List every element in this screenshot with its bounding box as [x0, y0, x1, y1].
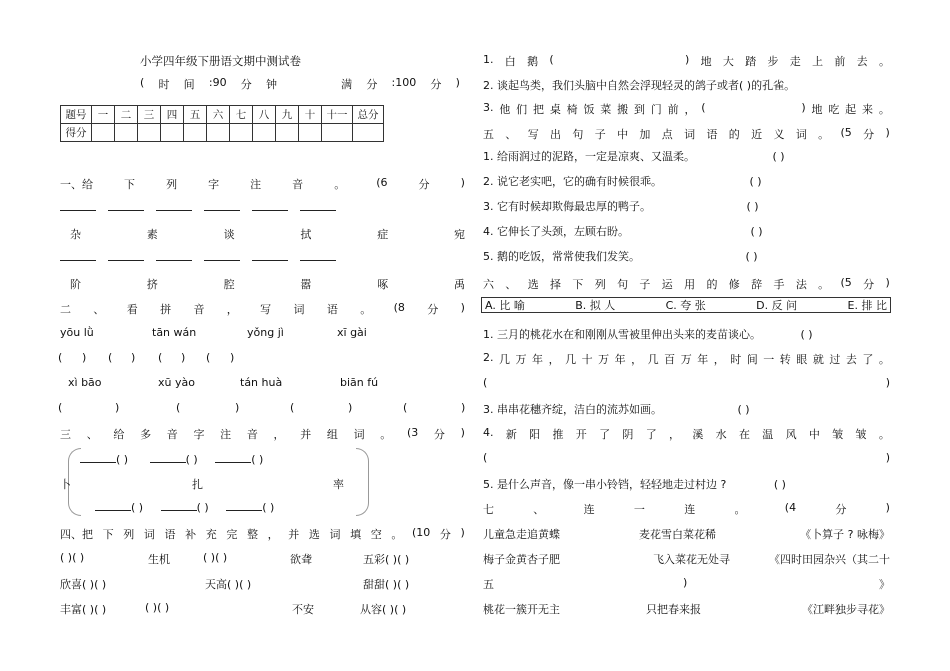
- polyphone-blank[interactable]: [80, 452, 116, 463]
- pinyin-blank[interactable]: [300, 200, 336, 211]
- pinyin-blank[interactable]: [60, 250, 96, 261]
- score-table-header-row: 题号 一 二 三 四 五 六 七 八 九 十 十一 总分: [61, 106, 384, 124]
- pinyin-blanks-row2: [60, 250, 336, 264]
- s3-char-3: 率: [333, 478, 344, 491]
- s6-q4-paren[interactable]: ( ): [483, 451, 890, 464]
- score-table: [60, 105, 384, 142]
- section-1-title: 一、给 下 列 字 注 音 。 (6 分 ): [60, 176, 465, 191]
- s5-item: 5. 鹅的吃饭，常常使我们发笑。 ( ): [483, 250, 758, 263]
- match-item[interactable]: 《卜算子 ? 咏梅》: [800, 528, 890, 541]
- s1-chars-row1: 杂 素 谈 拭 症 宛: [70, 228, 465, 241]
- s1-chars-row2: 阶 挤 腔 嚣 啄 禹: [70, 278, 465, 291]
- score-cell[interactable]: [92, 124, 115, 142]
- score-cell[interactable]: [115, 124, 138, 142]
- exam-page: 小学四年级下册语文期中测试卷 ( 时 间 :90 分 钟 满 分 :100 分 ) 题号 一 二 三 四 五 六 七 八 九 十 十一 总分 得分 一、给 下 列 字 注 音 。 (6 分 ) 杂 素 谈 拭 症 宛 阶 挤 腔 嚣 啄 禹 二 、 看 拼 音 ， 写 词 语 。 (8 分 ) yōu lǜ tān wán yǒng jì xī gài ( ) ( ) ( ) ( ) xì bāo xū yào tán huà biān fú ( ) ( ) ( ) ( ) 三 、 给 多 音 字 注 音 ， 并 组 词 。 (3 分 ) 卜 扎 率 ( ) ( ) ( ) ( ) ( ) ( ) 四、把 下 列 词 语 补 充 完 整 ， 并 选 词 填 空 。 (10 分 ) ( )( ) 生机 ( )( ) 欲聋 五彩( )( ) 欣喜( )( ) 天高( )( ) 甜甜( )( ) 丰富( )( ) ( )( ) 不安 从容( )( ) 1. 白 鹅 ( ) 地 大 踏 步 走 上 前 去 。 2. 谈起鸟类，我们头脑中自然会浮现轻灵的鸽子或者( )的孔雀。 3. 他 们 把 桌 椅 饭 菜 搬 到 门 前 ， ( ) 地 吃 起 来 。 五 、 写 出 句 子 中 加 点 词 语 的 近 义 词 。 (5 分 ) 1. 给雨润过的泥路，一定是凉爽、又温柔。 ( ) 2. 说它老实吧，它的确有时候很乖。 ( ) 3. 它有时候却欺侮最忠厚的鸭子。 ( ) 4. 它伸长了头颈，左顾右盼。 ( ) 5. 鹅的吃饭，常常使我们发笑。 ( ) 六 、 选 择 下 列 句 子 运 用 的 修 辞 手 法 。 (5 分 ) A. 比 喻 B. 拟 人 C. 夸 张 D. 反 问 E. 排 比 1. 三月的桃花水在和刚刚从雪被里伸出头来的麦苗谈心。 ( ) 2. 几 万 年 ， 几 十 万 年 ， 几 百 万 年 ， 时 间 一 转 眼 就 过 去 了 。 ( ) 3. 串串花穗齐绽，洁白的流苏如画。 ( ) 4. 新 阳 推 开 了 阴 了 ， 溪 水 在 温 风 中 皱 皱 。 ( ) 5. 是什么声音，像一串小铃铛，轻轻地走过村边 ? ( ) 七 、 连 一 连 。 (4 分 ) 儿童急走追黄蝶 麦花雪白菜花稀 《卜算子 ? 咏梅》 梅子金黄杏子肥 飞入菜花无处寻 《四时田园杂兴（其二十 五 ) 》 桃花一簇开无主 只把春来报 《江畔独步寻花》: [58, 53, 890, 616]
- s4-row2: 欣喜( )( ) 天高( )( ) 甜甜( )( ): [60, 578, 410, 591]
- option-a: A. 比 喻: [485, 299, 525, 312]
- answer-paren[interactable]: ( ): [745, 250, 758, 263]
- r-q3: 3. 他 们 把 桌 椅 饭 菜 搬 到 门 前 ， ( ) 地 吃 起 来 。: [483, 101, 890, 116]
- score-cell[interactable]: [276, 124, 299, 142]
- s5-item: 3. 它有时候却欺侮最忠厚的鸭子。 ( ): [483, 200, 759, 213]
- answer-paren[interactable]: ( ): [746, 200, 759, 213]
- match-item[interactable]: 桃花一簇开无主: [483, 603, 560, 616]
- match-item[interactable]: 麦花雪白菜花稀: [639, 528, 716, 541]
- score-cell[interactable]: [184, 124, 207, 142]
- section-3-title: 三 、 给 多 音 字 注 音 ， 并 组 词 。 (3 分 ): [60, 426, 465, 441]
- s6-q1: 1. 三月的桃花水在和刚刚从雪被里伸出头来的麦苗谈心。 ( ): [483, 328, 813, 341]
- pinyin-blank[interactable]: [252, 200, 288, 211]
- right-brace: [356, 448, 369, 516]
- pinyin-blank[interactable]: [108, 200, 144, 211]
- s6-q2: 2. 几 万 年 ， 几 十 万 年 ， 几 百 万 年 ， 时 间 一 转 眼 就 过 去 了 。: [483, 351, 890, 366]
- pinyin-blank[interactable]: [204, 250, 240, 261]
- score-cell[interactable]: [322, 124, 353, 142]
- s2-brackets-row1: ( ) ( ) ( ) ( ): [58, 351, 235, 364]
- pinyin-blank[interactable]: [204, 200, 240, 211]
- answer-paren[interactable]: ( ): [800, 328, 813, 341]
- pinyin-blank[interactable]: [108, 250, 144, 261]
- match-item[interactable]: 飞入菜花无处寻: [653, 553, 730, 566]
- s6-q2-paren[interactable]: ( ): [483, 376, 890, 389]
- answer-paren[interactable]: ( ): [773, 478, 786, 491]
- s3-char-1: 卜: [60, 478, 71, 491]
- polyphone-blank[interactable]: [95, 500, 131, 511]
- section-5-title: 五 、 写 出 句 子 中 加 点 词 语 的 近 义 词 。 (5 分 ): [483, 126, 890, 141]
- s7-row: [483, 551, 890, 565]
- rhetoric-options-box: [481, 297, 891, 313]
- polyphone-blank[interactable]: [226, 500, 262, 511]
- s3-blank-row1: ( ) ( ) ( ): [80, 452, 263, 466]
- s4-row3: 丰富( )( ) ( )( ) 不安 从容( )( ): [60, 601, 407, 616]
- match-item[interactable]: 《江畔独步寻花》: [802, 603, 890, 616]
- match-item[interactable]: 儿童急走追黄蝶: [483, 528, 560, 541]
- s5-item: 4. 它伸长了头颈，左顾右盼。 ( ): [483, 225, 763, 238]
- r-q2: 2. 谈起鸟类，我们头脑中自然会浮现轻灵的鸽子或者( )的孔雀。: [483, 79, 796, 92]
- match-item[interactable]: 只把春来报: [646, 603, 701, 616]
- section-2-title: 二 、 看 拼 音 ， 写 词 语 。 (8 分 ): [60, 301, 465, 316]
- s6-q3: 3. 串串花穗齐绽，洁白的流苏如画。 ( ): [483, 403, 750, 416]
- s5-item: 1. 给雨润过的泥路，一定是凉爽、又温柔。 ( ): [483, 150, 785, 163]
- option-d: D. 反 问: [756, 299, 798, 312]
- match-item[interactable]: 《四时田园杂兴（其二十: [769, 553, 890, 566]
- pinyin-blank[interactable]: [156, 250, 192, 261]
- s3-blank-row2: ( ) ( ) ( ): [95, 500, 274, 514]
- s2-brackets-row2: ( ) ( ) ( ) ( ): [58, 401, 466, 414]
- s6-q4: 4. 新 阳 推 开 了 阴 了 ， 溪 水 在 温 风 中 皱 皱 。: [483, 426, 890, 441]
- match-item[interactable]: 梅子金黄杏子肥: [483, 553, 560, 566]
- s7-row: [483, 526, 890, 540]
- section-4-title: 四、把 下 列 词 语 补 充 完 整 ， 并 选 词 填 空 。 (10 分 ): [60, 526, 465, 541]
- time-line: ( 时 间 :90 分 钟 满 分 :100 分 ): [140, 76, 460, 91]
- r-q1: 1. 白 鹅 ( ) 地 大 踏 步 走 上 前 去 。: [483, 53, 890, 68]
- pinyin-blank[interactable]: [60, 200, 96, 211]
- polyphone-blank[interactable]: [161, 500, 197, 511]
- option-e: E. 排 比: [847, 299, 887, 312]
- pinyin-blanks-row1: [60, 200, 336, 214]
- s3-char-2: 扎: [192, 478, 203, 491]
- score-table-score-row: 得分: [61, 124, 384, 142]
- option-c: C. 夸 张: [665, 299, 706, 312]
- polyphone-blank[interactable]: [150, 452, 186, 463]
- exam-title: 小学四年级下册语文期中测试卷: [140, 54, 301, 68]
- section-6-title: 六 、 选 择 下 列 句 子 运 用 的 修 辞 手 法 。 (5 分 ): [483, 276, 890, 291]
- answer-paren[interactable]: ( ): [772, 150, 785, 163]
- score-cell[interactable]: [253, 124, 276, 142]
- score-cell[interactable]: [299, 124, 322, 142]
- score-cell[interactable]: [161, 124, 184, 142]
- answer-paren[interactable]: ( ): [737, 403, 750, 416]
- s7-row: [483, 601, 890, 615]
- s7-row: 五 ) 》: [483, 576, 890, 591]
- polyphone-blank[interactable]: [215, 452, 251, 463]
- pinyin-blank[interactable]: [300, 250, 336, 261]
- answer-paren[interactable]: ( ): [749, 175, 762, 188]
- section-7-title: 七 、 连 一 连 。 (4 分 ): [483, 501, 890, 516]
- pinyin-blank[interactable]: [156, 200, 192, 211]
- s5-item: 2. 说它老实吧，它的确有时候很乖。 ( ): [483, 175, 762, 188]
- s4-row1: ( )( ) 生机 ( )( ) 欲聋 五彩( )( ): [60, 551, 410, 566]
- score-cell[interactable]: [353, 124, 384, 142]
- score-cell[interactable]: [230, 124, 253, 142]
- score-cell[interactable]: [138, 124, 161, 142]
- option-b: B. 拟 人: [575, 299, 616, 312]
- pinyin-blank[interactable]: [252, 250, 288, 261]
- score-cell[interactable]: [207, 124, 230, 142]
- answer-paren[interactable]: ( ): [750, 225, 763, 238]
- s6-q5: 5. 是什么声音，像一串小铃铛，轻轻地走过村边 ? ( ): [483, 478, 786, 491]
